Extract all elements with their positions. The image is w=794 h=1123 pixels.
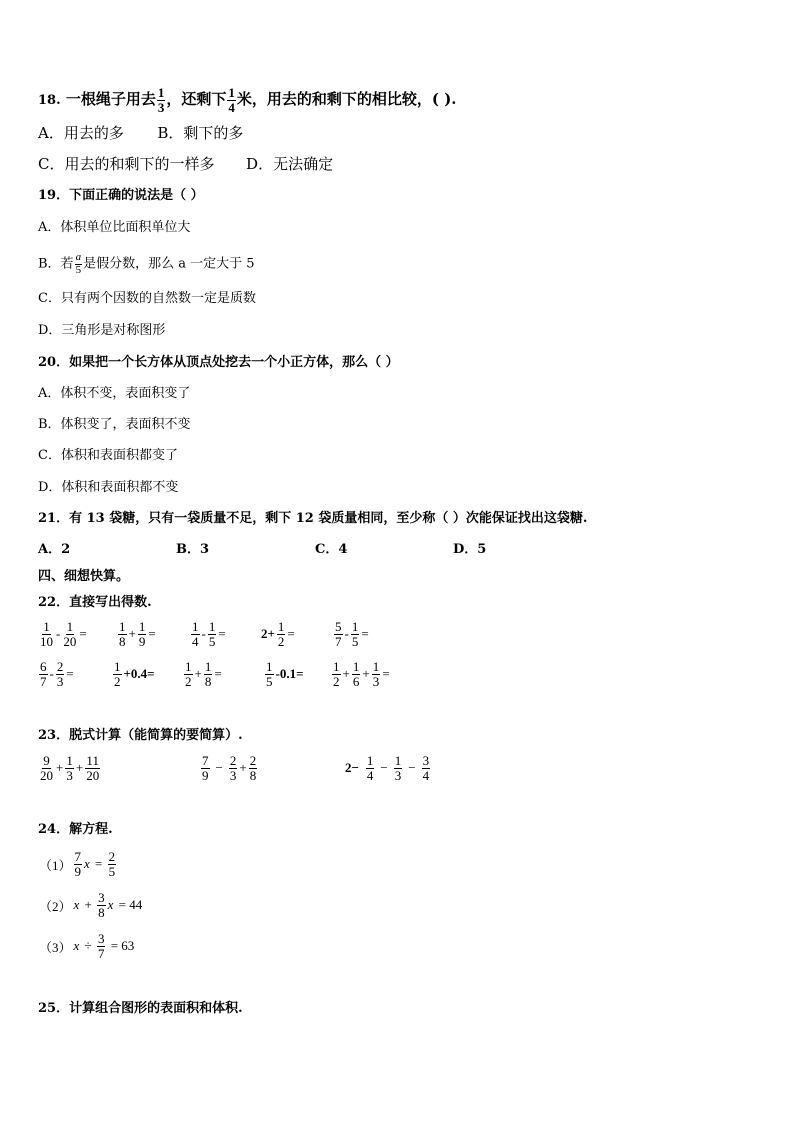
q21-option-c[interactable]: C．4	[315, 542, 348, 557]
q19-option-c[interactable]: C．只有两个因数的自然数一定是质数	[38, 291, 256, 306]
q22-r2-item-3[interactable]: $\frac{1}{2}$ + $\frac{1}{8}$ =	[185, 659, 222, 689]
q18-options-cd	[38, 157, 333, 172]
q20-stem: 20．如果把一个长方体从顶点处挖去一个小正方体，那么（ ）	[38, 355, 399, 370]
q20-option-a[interactable]: A．体积不变，表面积变了	[38, 386, 191, 401]
q22-stem: 22．直接写出得数.	[38, 595, 152, 610]
q22-r2-item-4[interactable]: $\frac{1}{5}$ -0.1=	[266, 659, 304, 689]
q18-option-d[interactable]: D．无法确定	[246, 155, 334, 173]
q18-option-b[interactable]: B．剩下的多	[157, 124, 244, 142]
q24-equation-2[interactable]: （2） x + $\frac{3}{8}$ x = 44	[39, 890, 143, 920]
q19-option-d[interactable]: D．三角形是对称图形	[38, 323, 166, 338]
q22-r1-item-3[interactable]: $\frac{1}{4}$ - $\frac{1}{5}$ =	[192, 619, 226, 649]
section-heading: 四、细想快算。	[38, 569, 130, 584]
fraction-one-third: $\frac{1}{3}$	[157, 85, 165, 115]
q23-expression-2[interactable]: $\frac{7}{9}$ − $\frac{2}{3}$ + $\frac{2}{8}$	[202, 753, 257, 783]
q25-stem: 25．计算组合图形的表面积和体积.	[38, 1001, 243, 1016]
q21-option-d[interactable]: D．5	[453, 542, 487, 557]
q19-option-a[interactable]: A．体积单位比面积单位大	[38, 220, 191, 235]
q24-stem: 24．解方程.	[38, 822, 113, 837]
q22-r2-item-5[interactable]: $\frac{1}{2}$ + $\frac{1}{6}$ + $\frac{1}{3}$ =	[333, 659, 390, 689]
q21-stem: 21．有 13 袋糖，只有一袋质量不足，剩下 12 袋质量相同，至少称（ ）次能保证找出这袋糖.	[38, 511, 588, 526]
q23-expression-3[interactable]: 2− $\frac{1}{4}$ − $\frac{1}{3}$ − $\frac{3}{4}$	[345, 753, 430, 783]
q22-r1-item-1[interactable]: $\frac{1}{10}$ - $\frac{1}{20}$ =	[40, 619, 87, 649]
q22-r1-item-5[interactable]: $\frac{5}{7}$ - $\frac{1}{5}$ =	[335, 619, 369, 649]
q21-option-b[interactable]: B．3	[176, 542, 210, 557]
fraction-one-fourth: $\frac{1}{4}$	[228, 85, 235, 115]
q22-r2-item-2[interactable]: $\frac{1}{2}$ +0.4=	[114, 659, 155, 689]
q19-option-b[interactable]: B．若 $\frac{a}{5}$ 是假分数，那么 a 一定大于 5	[38, 251, 255, 276]
q18-option-c[interactable]: C．用去的和剩下的一样多	[38, 155, 215, 173]
q19-stem: 19．下面正确的说法是（ ）	[38, 188, 204, 203]
q18-stem: 18. 一根绳子用去 $\frac{1}{3}$ ，还剩下 $\frac{1}{4}$ 米，用去的和剩下的相比较，( ).	[38, 85, 457, 115]
q18-option-a[interactable]: A．用去的多	[38, 124, 124, 142]
q20-option-b[interactable]: B．体积变了，表面积不变	[38, 417, 191, 432]
q21-option-a[interactable]: A．2	[38, 542, 71, 557]
q22-r2-item-1[interactable]: $\frac{6}{7}$ - $\frac{2}{3}$ =	[40, 659, 74, 689]
q22-r1-item-2[interactable]: $\frac{1}{8}$ + $\frac{1}{9}$ =	[119, 619, 156, 649]
q24-equation-3[interactable]: （3） x ÷ $\frac{3}{7}$ = 63	[39, 931, 135, 961]
q23-stem: 23．脱式计算（能简算的要简算）.	[38, 728, 243, 743]
q18-options-ab	[38, 126, 243, 141]
q24-equation-1[interactable]: （1） $\frac{7}{9}$ x = $\frac{2}{5}$	[39, 849, 116, 879]
fraction-a-over-5: $\frac{a}{5}$	[75, 251, 82, 276]
q23-expression-1[interactable]: $\frac{9}{20}$ + $\frac{1}{3}$ + $\frac{11}{20}$	[40, 753, 100, 783]
q20-option-c[interactable]: C．体积和表面积都变了	[38, 448, 178, 463]
q20-option-d[interactable]: D．体积和表面积都不变	[38, 480, 179, 495]
q22-r1-item-4[interactable]: 2+ $\frac{1}{2}$ =	[261, 619, 295, 649]
